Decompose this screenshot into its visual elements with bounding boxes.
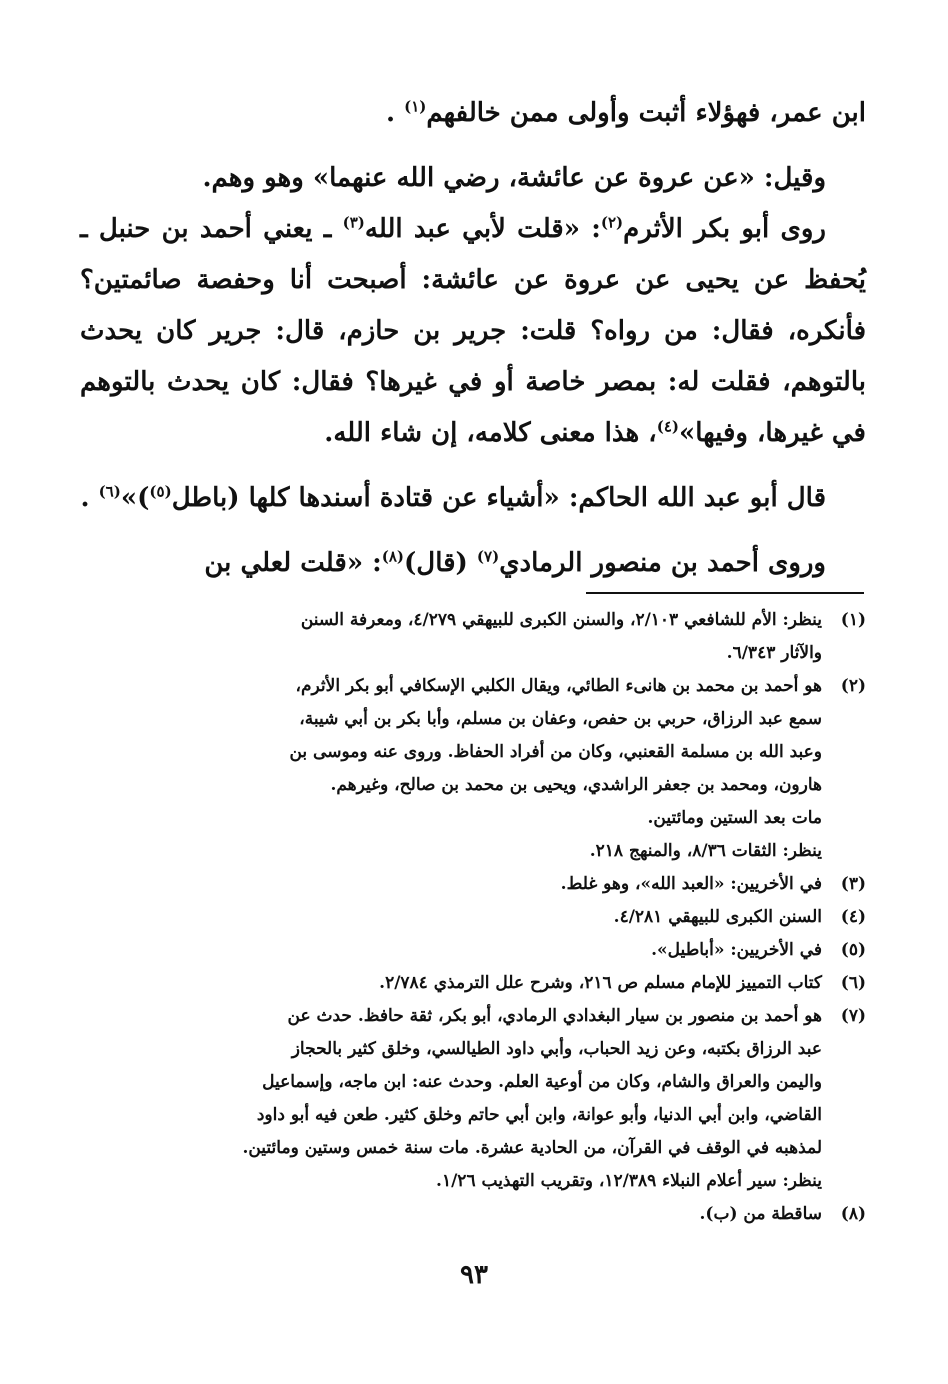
footnote-ref-2[interactable]: (٢) (600, 213, 624, 232)
footnote-reference: ينظر: سير أعلام النبلاء ١٢/٣٨٩، وتقريب التهذيب ١/٢٦. (436, 1171, 822, 1191)
footnote-number: (٥) (840, 940, 866, 960)
paragraph-text: روى أبو بكر الأثرم (623, 214, 826, 244)
footnote-ref-6[interactable]: (٦) (98, 482, 121, 501)
paragraph-4 (80, 473, 866, 524)
footnote-item (80, 670, 866, 868)
paragraph-text: (قال) (404, 548, 477, 578)
footnote-line: وعبد الله بن مسلمة القعنبي، وكان من أفراد الحفاظ. وروى عنه وموسى بن (289, 742, 822, 762)
footnote-item (80, 901, 866, 934)
footnote-line: كتاب التمييز للإمام مسلم ص ٢١٦، وشرح علل الترمذي ٢/٧٨٤. (379, 973, 822, 993)
footnote-item (80, 868, 866, 901)
paragraph-2 (80, 153, 866, 204)
paragraph-text: : «قلت لأبي عبد الله (364, 214, 601, 244)
footnote-ref-5[interactable]: (٥) (149, 482, 172, 501)
paragraph-end: . (80, 483, 90, 513)
footnote-line: القاضي، وابن أبي الدنيا، وأبو عوانة، وابن أبي حاتم وخلق كثير. طعن فيه أبو داود (256, 1105, 822, 1125)
footnote-ref-7[interactable]: (٧) (476, 547, 500, 566)
footnote-item (80, 1000, 866, 1198)
footnote-line: واليمن والعراق والشام، وكان من أوعية العلم. وحدث عنه: ابن ماجه، وإسماعيل (262, 1072, 822, 1092)
main-text (80, 88, 866, 589)
footnote-item (80, 967, 866, 1000)
paragraph-text: ابن عمر، فهؤلاء أثبت وأولى ممن خالفهم (426, 98, 866, 128)
footnote-number: (٣) (840, 874, 866, 894)
footnote-body (80, 1198, 822, 1231)
footnote-line: هو أحمد بن منصور بن سيار البغدادي الرمادي، أبو بكر، ثقة حافظ. حدث عن (287, 1006, 822, 1026)
paragraph-text: وقيل: «عن عروة عن عائشة، رضي الله عنهما» وهو وهم. (202, 163, 826, 193)
footnote-ref-8[interactable]: (٨) (381, 547, 404, 566)
footnote-line: عبد الرزاق بكتبه، وعن زيد الحباب، وأبي داود الطيالسي، وخلق كثير بالحجاز (291, 1039, 822, 1059)
footnote-number: (١) (840, 610, 866, 630)
footnote-line: ينظر: الأم للشافعي ٢/١٠٣، والسنن الكبرى للبيهقي ٤/٢٧٩، ومعرفة السنن (300, 610, 822, 630)
paragraph-text: قال أبو عبد الله الحاكم: «أشياء عن قتادة أسندها كلها (باطل (171, 483, 826, 513)
footnote-line: السنن الكبرى للبيهقي ٤/٢٨١. (613, 907, 822, 927)
paragraph-text: )» (120, 483, 150, 513)
paragraph-1 (80, 88, 866, 139)
footnote-body (80, 670, 822, 868)
footnote-number: (٦) (840, 973, 866, 993)
footnote-line: في الأخريين: «أباطيل». (651, 940, 822, 960)
footnote-ref-4[interactable]: (٤) (656, 417, 679, 436)
footnote-number: (٤) (840, 907, 866, 927)
footnote-line: سمع عبد الرزاق، حربي بن حفص، وعفان بن مسلم، وأبا بكر بن أبي شيبة، (299, 709, 822, 729)
footnote-line: والآثار ٦/٣٤٣. (726, 643, 822, 663)
footnote-line: في الأخريين: «العبد الله»، وهو غلط. (560, 874, 822, 894)
footnote-line: ساقطة من (ب). (699, 1204, 822, 1224)
footnote-line: لمذهبه في الوقف في القرآن، من الحادية عشرة. مات سنة خمس وستين ومائتين. (242, 1138, 822, 1158)
footnote-body (80, 868, 822, 901)
footnote-number: (٨) (840, 1204, 866, 1224)
footnote-body (80, 1000, 822, 1198)
footnote-reference: ينظر: الثقات ٨/٣٦، والمنهج ٢١٨. (589, 841, 822, 861)
footnote-body (80, 967, 822, 1000)
paragraph-5 (80, 538, 866, 589)
footnote-item (80, 1198, 866, 1231)
page-number: ٩٣ (460, 1260, 488, 1290)
paragraph-text: ـ يعني أحمد بن حنبل ـ يُحفظ عن يحيى عن عروة عن عائشة: أصبحت أنا وحفصة صائمتين؟ فأنكره، فقال: من رواه؟ قلت: جرير بن حازم، قال: جرير كان يحدث بالتوهم، فقلت له: بمصر خاصة أو في غيرها؟ فقال: كان يحدث بالتوهم في غيرها، وفيها» (80, 214, 866, 448)
footnote-number: (٧) (840, 1006, 866, 1026)
footnote-line: هو أحمد بن محمد بن هانىء الطائي، ويقال الكلبي الإسكافي أبو بكر الأثرم، (295, 676, 822, 696)
footnote-separator (586, 592, 864, 594)
footnote-item (80, 604, 866, 670)
footnote-item (80, 934, 866, 967)
footnotes (80, 604, 866, 1231)
paragraph-text: : «قلت لعلي بن (204, 548, 382, 578)
footnote-ref-3[interactable]: (٣) (342, 213, 365, 232)
paragraph-3 (80, 204, 866, 459)
footnote-body (80, 901, 822, 934)
paragraph-text: وروى أحمد بن منصور الرمادي (499, 548, 826, 578)
paragraph-text: ، هذا معنى كلامه، إن شاء الله. (324, 418, 657, 448)
footnote-line: مات بعد الستين ومائتين. (647, 808, 822, 828)
footnote-number: (٢) (840, 676, 866, 696)
paragraph-end: . (385, 98, 396, 128)
footnote-line: هارون، ومحمد بن جعفر الراشدي، ويحيى بن محمد بن صالح، وغيرهم. (330, 775, 822, 795)
footnote-body (80, 604, 822, 670)
footnote-body (80, 934, 822, 967)
footnote-ref-1[interactable]: (١) (404, 97, 427, 116)
